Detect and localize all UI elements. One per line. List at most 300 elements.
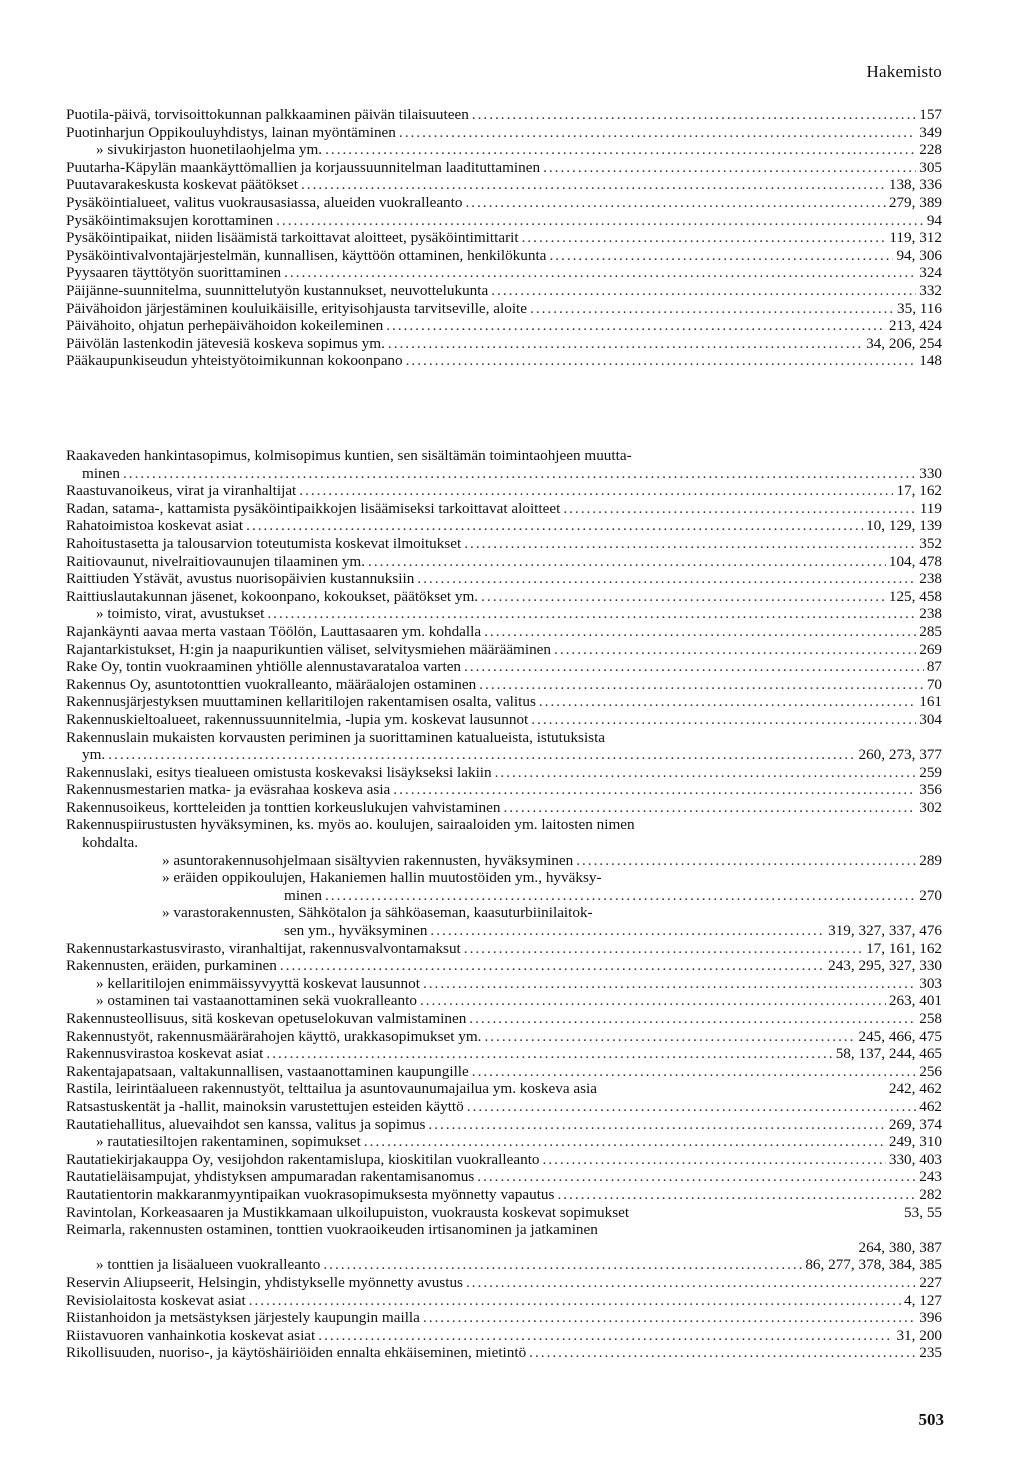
index-entry-text: Ravintolan, Korkeasaaren ja Mustikkamaan ulkoilupuiston, vuokrausta koskevat sopimukset [66, 1203, 630, 1221]
index-page-refs: 259 [919, 763, 942, 781]
index-entry-text: Rahoitustasetta ja talousarvion toteutumista koskevat ilmoitukset [66, 534, 462, 552]
leader-dots [423, 1309, 916, 1327]
index-entry-text: Raastuvanoikeus, virat ja viranhaltijat [66, 482, 297, 500]
index-entry-text: Rakennuslaki, esitys tiealueen omistusta koskevaksi lisäykseksi lakiin [66, 763, 492, 781]
index-page-refs: 249, 310 [888, 1133, 942, 1151]
leader-dots [557, 1186, 916, 1204]
index-line [66, 194, 942, 212]
index-entry [66, 641, 942, 659]
index-line [66, 1080, 942, 1098]
index-line [66, 1133, 942, 1151]
index-line [66, 176, 942, 194]
leader-dots [529, 1344, 916, 1362]
index-line [66, 500, 942, 518]
index-entry [66, 124, 942, 142]
index-page-refs: 303 [919, 974, 942, 992]
index-entry [66, 1274, 942, 1292]
index-entry-text: Ratsastuskentät ja -hallit, mainoksin varustettujen esteiden käyttö [66, 1097, 464, 1115]
index-entry-text: Päivähoidon järjestäminen kouluikäisille, erityisohjausta tarvitseville, aloite [66, 299, 528, 317]
index-page-refs: 31, 200 [896, 1326, 942, 1344]
index-entry-text: Raittiuden Ystävät, avustus nuorisopäivien kustannuksiin [66, 570, 415, 588]
index-line [66, 799, 942, 817]
leader-dots [280, 957, 825, 975]
index-entry [66, 335, 942, 353]
index-entry-text: » kellaritilojen enimmäissyvyyttä koskevat lausunnot [96, 974, 420, 992]
index-line [66, 1063, 942, 1081]
index-line [66, 1204, 942, 1222]
index-entry [66, 1204, 942, 1222]
index-page-refs: 258 [919, 1010, 942, 1027]
leader-dots [465, 194, 885, 212]
leader-dots [393, 781, 916, 799]
leader-dots [284, 264, 916, 282]
index-entry-text: Pääkaupunkiseudun yhteistyötoimikunnan kokoonpano [66, 352, 403, 370]
leader-dots [472, 1063, 916, 1081]
index-page-refs: 70 [926, 675, 942, 693]
index-line [66, 447, 942, 465]
index-line [66, 623, 942, 641]
index-entry-text: Rakennus Oy, asuntotonttien vuokralleanto, määräalojen ostaminen [66, 675, 477, 693]
leader-dots [325, 887, 916, 905]
index-page-refs: 260, 273, 377 [858, 746, 942, 764]
index-entry-text: Pysäköintimaksujen korottaminen [66, 211, 274, 229]
index-entry-text: Rajantarkistukset, H:gin ja naapurikuntien väliset, selvitysmiehen määrääminen [66, 640, 552, 658]
leader-dots [464, 940, 863, 958]
index-entry [66, 1080, 942, 1098]
index-entry [66, 711, 942, 729]
index-entry [66, 1133, 942, 1151]
index-entry-text: ym. [82, 746, 106, 764]
index-line [66, 335, 942, 353]
index-page-refs: 10, 129, 139 [866, 517, 942, 535]
index-entry [66, 1292, 942, 1310]
leader-dots [423, 975, 916, 993]
leader-dots [276, 212, 924, 230]
index-line [66, 641, 942, 659]
index-entry-text: » tonttien ja lisäalueen vuokralleanto [96, 1256, 321, 1274]
index-entry-text: Rikollisuuden, nuoriso-, ja käytöshäiriöiden ennalta ehkäiseminen, mietintö [66, 1344, 527, 1362]
page-header: Hakemisto [866, 62, 942, 81]
index-page-refs: 270 [919, 886, 942, 904]
index-entry-text: » toimisto, virat, avustukset [96, 605, 265, 623]
index-page-refs: 242, 462 [888, 1080, 942, 1098]
leader-dots [539, 693, 916, 711]
index-line [66, 1221, 942, 1239]
index-entry [66, 852, 942, 870]
leader-dots [406, 352, 917, 370]
index-line [66, 957, 942, 975]
leader-dots [469, 1010, 916, 1028]
index-entry [66, 1028, 942, 1046]
index-line [66, 1151, 942, 1169]
leader-dots [464, 535, 916, 553]
leader-dots [266, 1045, 832, 1063]
index-entry [66, 781, 942, 799]
index-page-refs: 213, 424 [888, 317, 942, 335]
leader-dots [481, 588, 886, 606]
index-entry [66, 764, 942, 782]
index-entry [66, 1344, 942, 1362]
index-line [66, 992, 942, 1010]
index-line [66, 264, 942, 282]
index-line [66, 465, 942, 483]
index-entry [66, 1098, 942, 1116]
leader-dots [301, 176, 886, 194]
index-entry-text: Riistanhoidon ja metsästyksen järjestely kaupungin mailla [66, 1309, 420, 1327]
index-line [66, 535, 942, 553]
leader-dots [386, 317, 886, 335]
index-entry [66, 1221, 942, 1256]
index-page-refs: 243 [919, 1168, 942, 1186]
leader-dots [364, 1133, 886, 1151]
index-entry-text: Rakennustyöt, rakennusmäärärahojen käyttö, urakkasopimukset ym. [66, 1027, 482, 1045]
index-line [66, 1028, 942, 1046]
leader-dots [543, 159, 916, 177]
index-entry [66, 482, 942, 500]
index-entry [66, 500, 942, 518]
index-entry-text: » sivukirjaston huonetilaohjelma ym. [96, 141, 323, 159]
index-entry [66, 1063, 942, 1081]
index-line [66, 352, 942, 370]
index-entry-text: Puutavarakeskusta koskevat päätökset [66, 176, 298, 194]
index-line [66, 975, 942, 993]
index-entry-text: Rakennustarkastusvirasto, viranhaltijat, rakennusvalvontamaksut [66, 939, 461, 957]
index-page-refs: 148 [919, 352, 942, 370]
index-line [66, 781, 942, 799]
leader-dots [531, 711, 916, 729]
index-page-refs: 305 [919, 158, 942, 176]
index-page-refs: 285 [919, 622, 942, 640]
leader-dots [491, 282, 916, 300]
index-entry [66, 588, 942, 606]
page-number: 503 [918, 1410, 944, 1429]
index-line [66, 834, 942, 852]
index-line [66, 1344, 942, 1362]
index-page-refs: 256 [919, 1062, 942, 1080]
index-line [66, 887, 942, 905]
index-entry-text: » varastorakennusten, Sähkötalon ja sähköaseman, kaasuturbiinilaitok- [162, 904, 593, 922]
index-entry [66, 176, 942, 194]
leader-dots [249, 1292, 901, 1310]
leader-dots [464, 658, 924, 676]
index-line [66, 746, 942, 764]
leader-dots [563, 500, 916, 518]
index-entry [66, 623, 942, 641]
leader-dots [108, 746, 855, 764]
index-entry-text: Riistavuoren vanhainkotia koskevat asiat [66, 1326, 316, 1344]
index-entry-text: Rakennusteollisuus, sitä koskevan opetuselokuvan valmistaminen [66, 1010, 467, 1027]
index-line [66, 693, 942, 711]
leader-dots [388, 335, 863, 353]
index-entry [66, 799, 942, 817]
index-entry [66, 693, 942, 711]
index-entry-text: Rakennusoikeus, kortteleiden ja tonttien korkeuslukujen vahvistaminen [66, 798, 501, 816]
leader-dots [479, 676, 924, 694]
index-entry [66, 106, 942, 124]
leader-dots [477, 1168, 916, 1186]
leader-dots [484, 1028, 855, 1046]
index-line [66, 904, 942, 922]
index-line [66, 940, 942, 958]
index-line [66, 764, 942, 782]
index-page-refs: 269, 374 [888, 1115, 942, 1133]
leader-dots [543, 1151, 886, 1169]
index-line [66, 1010, 942, 1028]
leader-dots [484, 623, 916, 641]
index-line [66, 588, 942, 606]
leader-dots [420, 992, 886, 1010]
index-entry-text: Rake Oy, tontin vuokraaminen yhtiölle alennustavarataloa varten [66, 658, 462, 676]
index-page-refs: 330, 403 [888, 1150, 942, 1168]
index-entry-text: Radan, satama-, kattamista pysäköintipaikkojen lisäämiseksi tarkoittavat aloitteet [66, 499, 561, 517]
index-entry-text: Rakennusmestarien matka- ja eväsrahaa koskeva asia [66, 781, 391, 799]
index-entry-text: Rautatieläisampujat, yhdistyksen ampumaradan rakentamisanomus [66, 1168, 475, 1186]
index-page-refs: 94 [926, 211, 942, 229]
index-page-refs: 324 [919, 264, 942, 282]
index-entry-text: Rakennuslain mukaisten korvausten periminen ja suorittaminen katualueista, istutuksista [66, 728, 606, 746]
index-page-refs: 352 [919, 534, 942, 552]
index-page-refs: 138, 336 [888, 176, 942, 194]
index-page-refs: 238 [919, 570, 942, 588]
index-line [66, 553, 942, 571]
index-page-refs: 119 [919, 499, 942, 517]
index-line [66, 1327, 942, 1345]
index-entry [66, 535, 942, 553]
index-line [66, 124, 942, 142]
index-entry [66, 1309, 942, 1327]
index-page-refs: 17, 161, 162 [866, 939, 942, 957]
index-entry [66, 159, 942, 177]
index-entry [66, 1045, 942, 1063]
index-line [66, 1045, 942, 1063]
leader-dots [323, 1256, 802, 1274]
index-page-refs: 161 [919, 693, 942, 711]
index-entry [66, 517, 942, 535]
index-line [66, 676, 942, 694]
index-entry [66, 940, 942, 958]
leader-dots [368, 553, 886, 571]
leader-dots [318, 1327, 893, 1345]
index-entry [66, 676, 942, 694]
leader-dots [467, 1098, 916, 1116]
index-page-refs: 279, 389 [888, 193, 942, 211]
index-line [66, 1098, 942, 1116]
index-line [66, 1239, 942, 1257]
index-entry-text: Raitiovaunut, nivelraitiovaunujen tilaaminen ym. [66, 552, 366, 570]
index-entry [66, 1010, 942, 1028]
index-line [66, 729, 942, 747]
index-page-refs: 87 [926, 658, 942, 676]
index-line [66, 852, 942, 870]
index-page-refs: 35, 116 [897, 299, 942, 317]
index-entry [66, 317, 942, 335]
index-entry-text: Raittiuslautakunnan jäsenet, kokoonpano, kokoukset, päätökset ym. [66, 587, 479, 605]
leader-dots [399, 124, 916, 142]
index-entry [66, 194, 942, 212]
index-page-refs: 263, 401 [888, 992, 942, 1010]
index-entry-text: Puotinharjun Oppikouluyhdistys, lainan myöntäminen [66, 123, 396, 141]
leader-dots [417, 570, 916, 588]
index-entry-text: Revisiolaitosta koskevat asiat [66, 1291, 246, 1309]
index-entry-text: » eräiden oppikoulujen, Hakaniemen hallin muutostöiden ym., hyväksy- [162, 869, 602, 887]
index-entry-text: Päivölän lastenkodin jätevesiä koskeva sopimus ym. [66, 334, 385, 352]
leader-dots [530, 300, 894, 318]
index-entry [66, 570, 942, 588]
index-line [66, 141, 942, 159]
index-entry-text: Pysäköintivalvontajärjestelmän, kunnallisen, käyttöön ottaminen, henkilökunta [66, 246, 547, 264]
index-line [66, 1168, 942, 1186]
leader-dots [576, 852, 916, 870]
index-page-refs: 125, 458 [888, 587, 942, 605]
leader-dots [549, 247, 893, 265]
index-line [66, 1116, 942, 1134]
index-entry [66, 247, 942, 265]
index-entry-text: Rakentajapatsaan, valtakunnallisen, vastaanottaminen kaupungille [66, 1062, 469, 1080]
index-entry [66, 605, 942, 623]
index-page-refs: 119, 312 [889, 229, 942, 247]
leader-dots [428, 1116, 885, 1134]
index-page-refs: 104, 478 [888, 552, 942, 570]
index-entry [66, 816, 942, 851]
leader-dots [246, 517, 863, 535]
index-line [66, 1256, 942, 1274]
index-entry-text: minen [284, 886, 322, 904]
index-line [66, 816, 942, 834]
index-line [66, 229, 942, 247]
index-page-refs: 4, 127 [904, 1291, 942, 1309]
leader-dots [503, 799, 916, 817]
index-line [66, 517, 942, 535]
leader-dots [472, 106, 916, 124]
index-entry [66, 352, 942, 370]
index-entry-text: » ostaminen tai vastaanottaminen sekä vuokralleanto [96, 992, 417, 1010]
index-page-refs: 94, 306 [896, 246, 942, 264]
index-page-refs: 235 [919, 1344, 942, 1362]
index-line [66, 282, 942, 300]
index-entry [66, 975, 942, 993]
index-entry [66, 658, 942, 676]
index-entry-text: Rakennusten, eräiden, purkaminen [66, 957, 277, 975]
index-entry [66, 264, 942, 282]
index-entry-text: Pyysaaren täyttötyön suorittaminen [66, 264, 282, 282]
index-entry-text: » rautatiesiltojen rakentaminen, sopimukset [96, 1133, 361, 1151]
index-page-refs: 227 [919, 1273, 942, 1291]
index-page-refs: 34, 206, 254 [866, 334, 942, 352]
index-entry-text: Rakennusvirastoa koskevat asiat [66, 1045, 264, 1063]
index-entry-text: Rakennuspiirustusten hyväksyminen, ks. myös ao. koulujen, sairaaloiden ym. laitosten nimen [66, 816, 635, 834]
index-entry-text: Rajankäynti aavaa merta vastaan Töölön, Lauttasaaren ym. kohdalla [66, 622, 482, 640]
index-line [66, 1292, 942, 1310]
index-section-p [66, 106, 942, 370]
index-page-refs: 330 [919, 464, 942, 482]
index-entry-text: Pysäköintipaikat, niiden lisäämistä tarkoittavat aloitteet, pysäköintimittarit [66, 229, 519, 247]
index-entry [66, 1151, 942, 1169]
index-page-refs: 282 [919, 1185, 942, 1203]
index-entry [66, 1116, 942, 1134]
index-entry-text: Päivähoito, ohjatun perhepäivähoidon kokeileminen [66, 317, 384, 335]
index-line [66, 658, 942, 676]
leader-dots [554, 641, 916, 659]
index-entry-text: Raakaveden hankintasopimus, kolmisopimus kuntien, sen sisältämän toimintaohjeen muutta- [66, 447, 632, 464]
index-page-refs: 396 [919, 1309, 942, 1327]
index-page-refs: 86, 277, 378, 384, 385 [805, 1256, 942, 1274]
index-entry [66, 1186, 942, 1204]
index-entry-text: Rautatiekirjakauppa Oy, vesijohdon rakentamislupa, kioskitilan vuokralleanto [66, 1150, 540, 1168]
leader-dots [466, 1274, 916, 1292]
index-page-refs: 269 [919, 640, 942, 658]
leader-dots [495, 764, 917, 782]
index-line [66, 247, 942, 265]
leader-dots [522, 229, 887, 247]
index-entry [66, 957, 942, 975]
index-page-refs: 319, 327, 337, 476 [828, 922, 942, 940]
index-line [66, 482, 942, 500]
index-line [66, 159, 942, 177]
index-entry-text: Rastila, leirintäalueen rakennustyöt, telttailua ja asuntovaunumajailua ym. koskeva asia [66, 1080, 597, 1098]
index-line [66, 605, 942, 623]
index-line [66, 570, 942, 588]
index-entry-text: minen [82, 464, 120, 482]
index-page-refs: 245, 466, 475 [858, 1027, 942, 1045]
index-entry-text: Reservin Aliupseerit, Helsingin, yhdistykselle myönnetty avustus [66, 1273, 463, 1291]
index-page-refs: 349 [919, 123, 942, 141]
leader-dots [299, 482, 893, 500]
index-line [66, 869, 942, 887]
index-page-refs: 53, 55 [904, 1203, 942, 1221]
index-section-r [66, 447, 942, 1362]
index-entry [66, 300, 942, 318]
index-page-refs: 17, 162 [896, 482, 942, 500]
index-entry [66, 447, 942, 482]
index-page-refs: 289 [919, 851, 942, 869]
index-entry [66, 553, 942, 571]
index-page-refs: 228 [919, 141, 942, 159]
index-page-refs: 157 [919, 106, 942, 123]
index-line [66, 212, 942, 230]
index-line [66, 1309, 942, 1327]
index-entry [66, 1327, 942, 1345]
index-entry-text: Rautatientorin makkaranmyyntipaikan vuokrasopimuksesta myönnetty vapautus [66, 1185, 555, 1203]
index-entry-text: Päijänne-suunnitelma, suunnittelutyön kustannukset, neuvottelukunta [66, 281, 489, 299]
index-entry [66, 229, 942, 247]
index-page-refs: 332 [919, 281, 942, 299]
index-page-refs: 304 [919, 710, 942, 728]
index-page-refs: 356 [919, 781, 942, 799]
index-entry-text: Reimarla, rakennusten ostaminen, tonttien vuokraoikeuden irtisanominen ja jatkaminen [66, 1221, 598, 1239]
index-line [66, 106, 942, 124]
index-entry-text: Rahatoimistoa koskevat asiat [66, 517, 244, 535]
index-page-refs: 243, 295, 327, 330 [828, 957, 942, 975]
index-entry-text: Puutarha-Käpylän maankäyttömallien ja korjaussuunnitelman laadituttaminen [66, 158, 541, 176]
index-entry [66, 992, 942, 1010]
index-line [66, 711, 942, 729]
index-page-refs: 58, 137, 244, 465 [835, 1045, 942, 1063]
leader-dots [123, 465, 916, 483]
index-entry-text: Pysäköintialueet, valitus vuokrausasiassa, alueiden vuokralleanto [66, 193, 463, 211]
index-line [66, 922, 942, 940]
index-page-refs: 302 [919, 798, 942, 816]
leader-dots [430, 922, 825, 940]
index-line [66, 1186, 942, 1204]
index-entry [66, 729, 942, 764]
index-entry-text: Rakennuskieltoalueet, rakennussuunnitelmia, -lupia ym. koskevat lausunnot [66, 710, 529, 728]
index-line [66, 300, 942, 318]
index-entry-text: kohdalta. [82, 834, 139, 852]
index-line [66, 1274, 942, 1292]
index-entry-text: Rakennusjärjestyksen muuttaminen kellaritilojen rakentamisen osalta, valitus [66, 693, 536, 711]
index-entry [66, 1256, 942, 1274]
index-entry [66, 869, 942, 904]
